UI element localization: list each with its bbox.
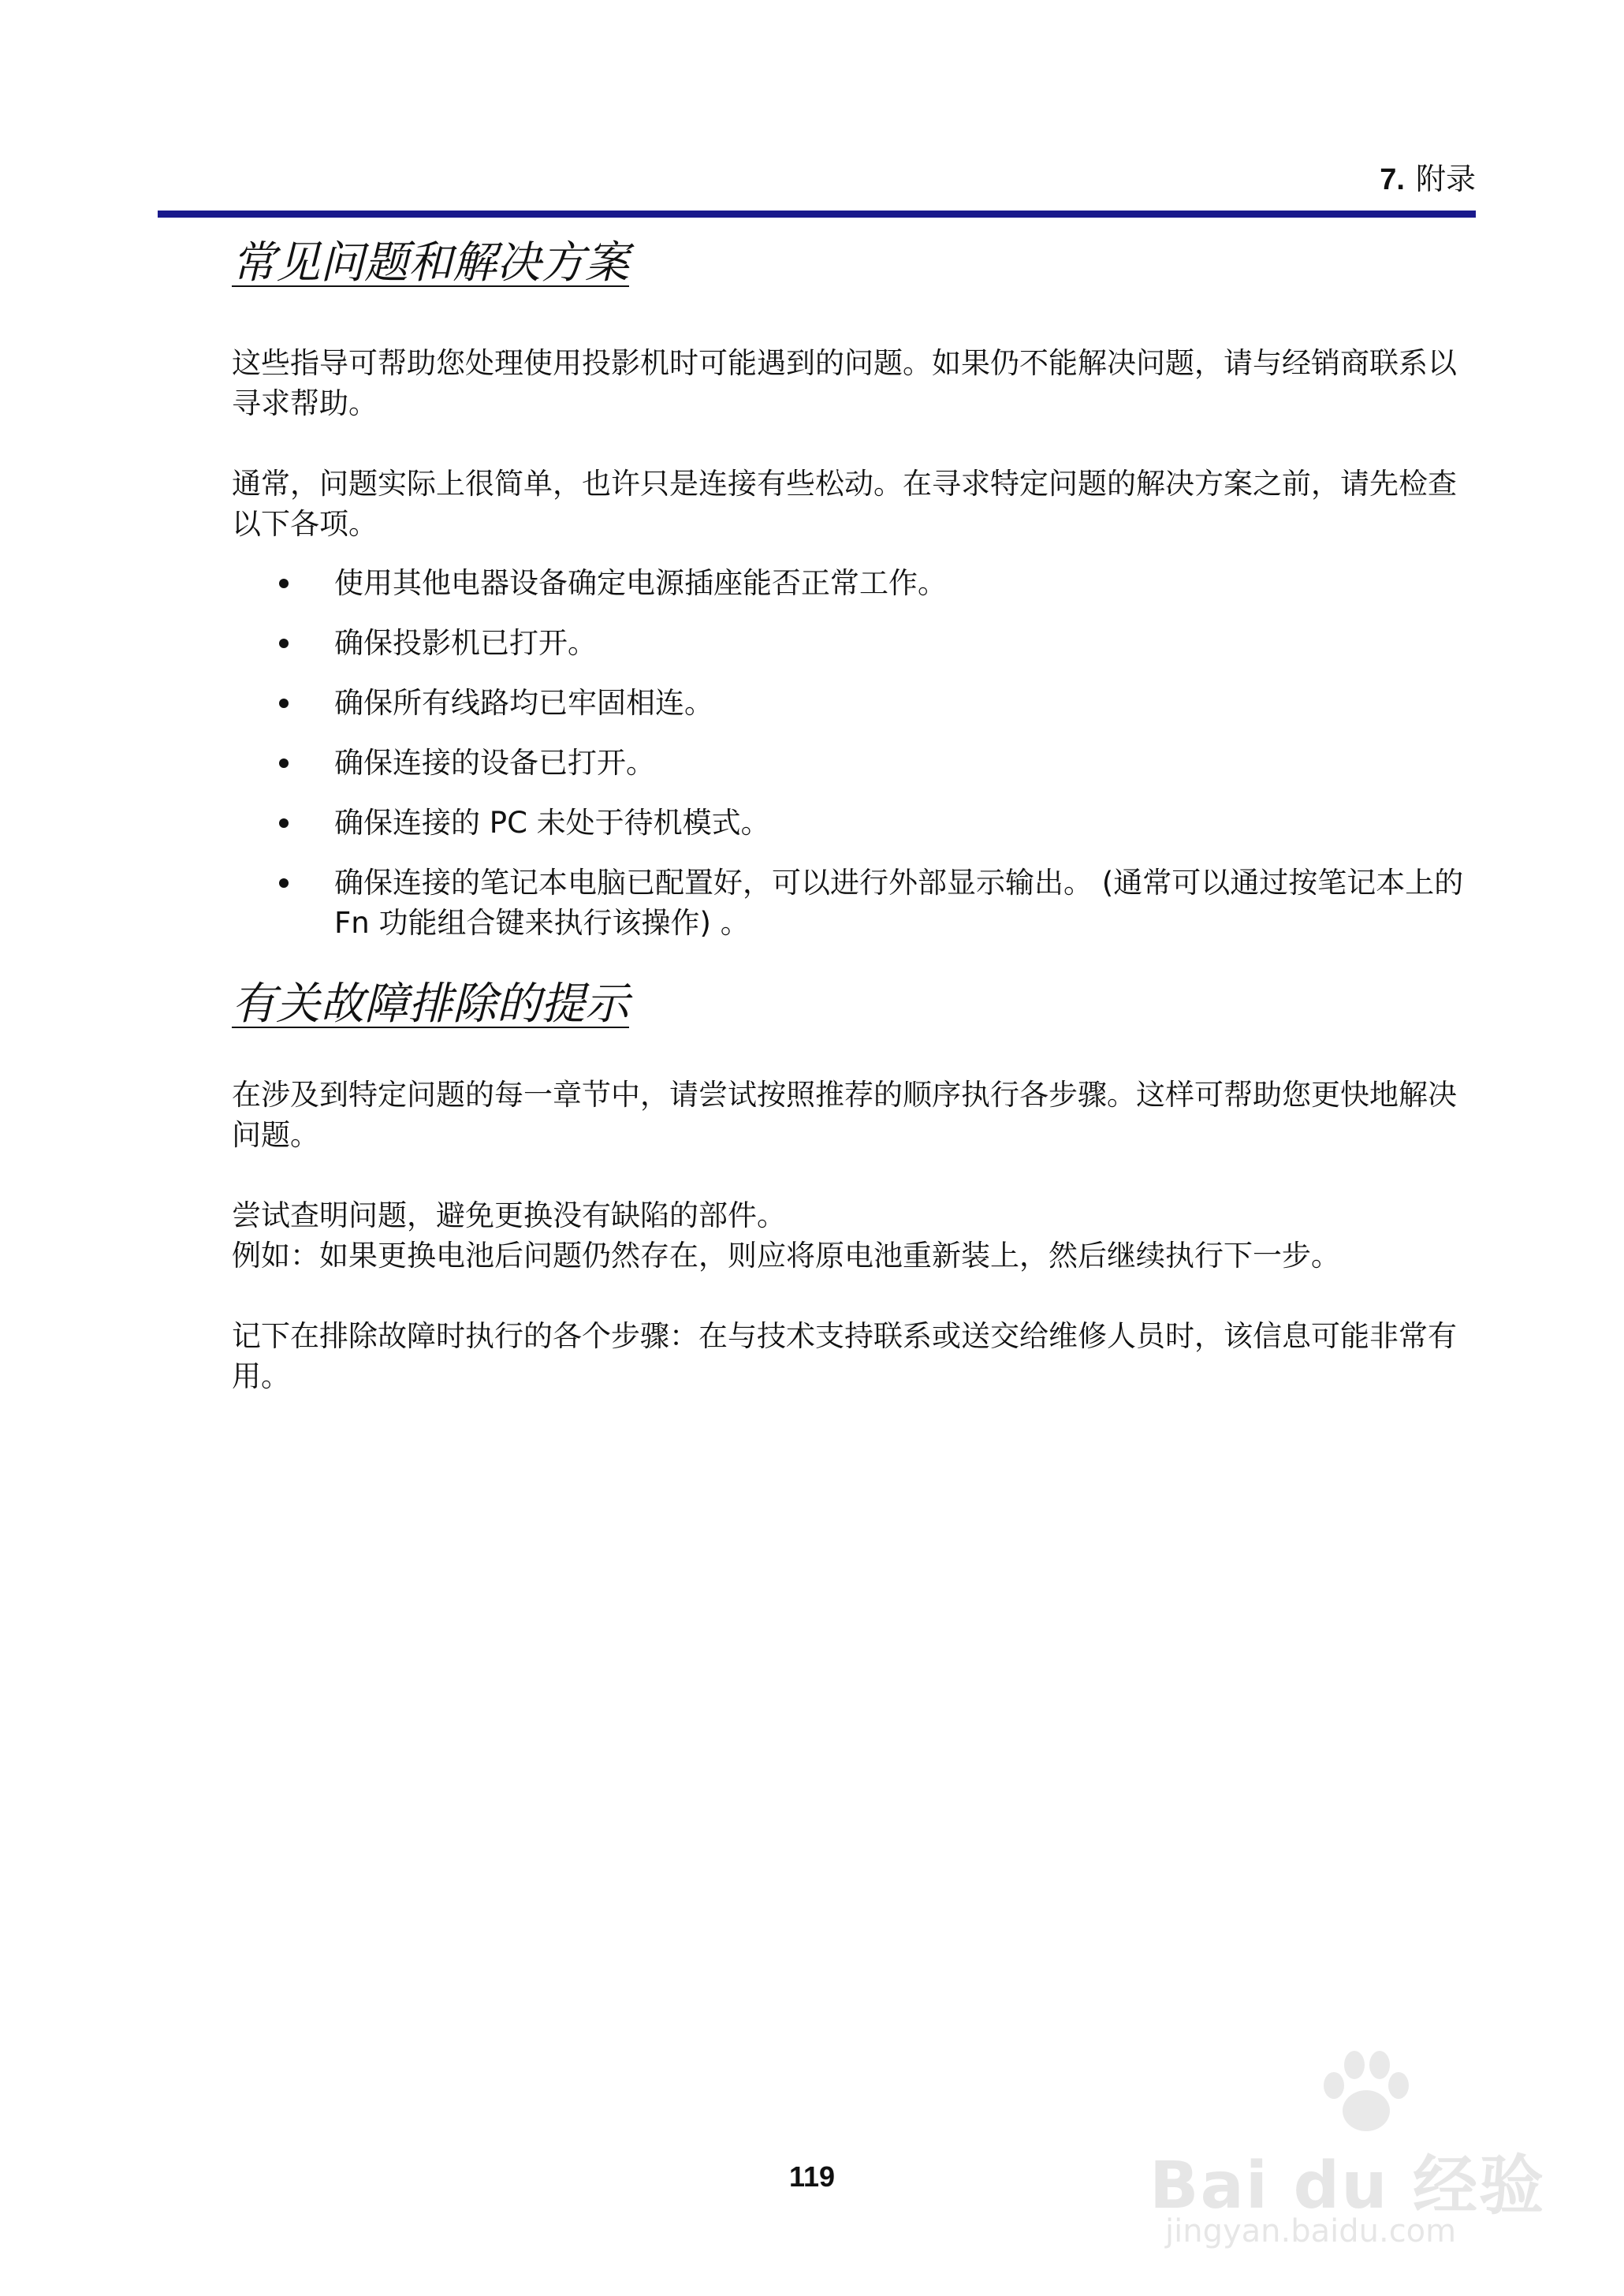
list-item: 确保投影机已打开。 [232, 623, 1477, 663]
troubleshooting-tip-line: 尝试查明问题，避免更换没有缺陷的部件。 [232, 1198, 786, 1233]
troubleshooting-intro-paragraph: 在涉及到特定问题的每一章节中，请尝试按照推荐的顺序执行各步骤。这样可帮助您更快地解决问题。 [232, 1078, 1457, 1153]
bullet-icon [279, 639, 289, 648]
section-title-troubleshooting: 有关故障排除的提示 [232, 978, 629, 1031]
troubleshooting-note-paragraph: 记下在排除故障时执行的各个步骤：在与技术支持联系或送交给维修人员时，该信息可能非常有用。 [232, 1319, 1457, 1394]
chapter-number: 7. [1380, 163, 1405, 196]
header-rule [158, 211, 1476, 218]
bullet-icon [279, 878, 289, 888]
chapter-header [1380, 164, 1476, 195]
list-item: 使用其他电器设备确定电源插座能否正常工作。 [232, 563, 1477, 603]
page-number: 119 [788, 2160, 836, 2193]
list-item: 确保连接的 PC 未处于待机模式。 [232, 803, 1477, 843]
bullet-icon [279, 758, 289, 768]
check-list [232, 563, 1477, 943]
section-title-faq: 常见问题和解决方案 [232, 237, 629, 289]
list-item: 确保所有线路均已牢固相连。 [232, 683, 1477, 723]
faq-check-paragraph: 通常，问题实际上很简单，也许只是连接有些松动。在寻求特定问题的解决方案之前，请先检查以下各项。 [232, 467, 1457, 542]
page-content [232, 237, 1477, 1396]
bullet-icon [279, 818, 289, 828]
paw-icon [1315, 2046, 1417, 2141]
list-item: 确保连接的设备已打开。 [232, 743, 1477, 783]
watermark [1149, 2046, 1559, 2251]
watermark-url: jingyan.baidu.com [1165, 2213, 1457, 2249]
troubleshooting-example-line: 例如：如果更换电池后问题仍然存在，则应将原电池重新装上，然后继续执行下一步。 [232, 1239, 1340, 1273]
list-item: 确保连接的笔记本电脑已配置好，可以进行外部显示输出。 (通常可以通过按笔记本上的 Fn 功能组合键来执行该操作) 。 [232, 863, 1477, 943]
watermark-brand: Bai du 经验 [1149, 2149, 1546, 2223]
bullet-icon [279, 579, 289, 588]
chapter-title: 附录 [1415, 162, 1476, 196]
faq-intro-paragraph: 这些指导可帮助您处理使用投影机时可能遇到的问题。如果仍不能解决问题，请与经销商联系以寻求帮助。 [232, 346, 1457, 421]
bullet-icon [279, 699, 289, 708]
